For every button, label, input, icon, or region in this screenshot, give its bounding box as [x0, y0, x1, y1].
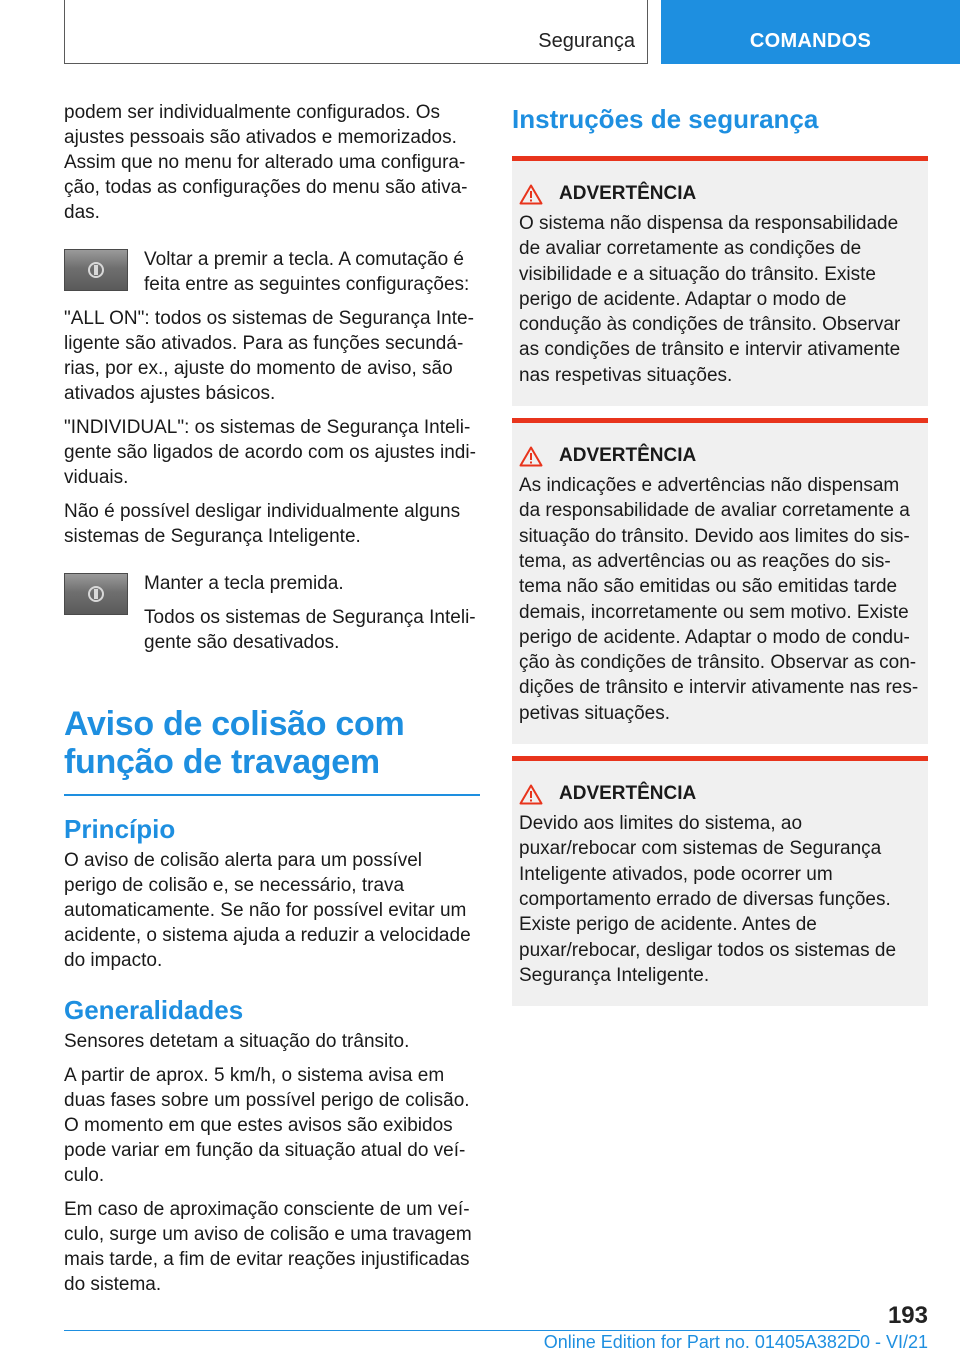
right-column [512, 100, 928, 1006]
warning-box [512, 756, 928, 1006]
warning-title-row [519, 445, 922, 467]
header-chapter-title: COMANDOS [749, 30, 872, 52]
button1-text: Voltar a premir a tecla. A comutação é feita entre as seguintes configurações: [144, 249, 470, 295]
left-column [64, 100, 480, 1306]
safety-instructions-heading: Instruções de segurança [512, 104, 819, 134]
page-number: 193 [887, 1302, 928, 1329]
footer-edition: Online Edition for Part no. 01405A382D0 - VI/21 [543, 1332, 928, 1352]
warning-box [512, 418, 928, 744]
warning-triangle-icon [519, 184, 543, 205]
button-instruction-2 [64, 571, 480, 655]
safety-button-image [64, 249, 128, 291]
footer-rule [64, 1330, 860, 1331]
warning-title: ADVERTÊNCIA [559, 183, 697, 204]
safety-button-image [64, 573, 128, 615]
principle-paragraph: O aviso de colisão alerta para um possível perigo de colisão e, se necessário, trava automaticamente. Se não for possível evitar um acidente, o sistema ajuda a reduzir a velocidade do impacto. [64, 850, 471, 971]
button2-line1: Manter a tecla premida. [144, 573, 344, 594]
warning-text: As indicações e advertências não dispensam da responsabilidade de avaliar corretamente a situação do trânsito. Devido aos limites do sistema, as advertências ou as reações do sistema não são emitidas ou são emitidas tarde demais, incorretamente ou sem motivo. Existe perigo de acidente. Adaptar o modo de condução às condições de trânsito. Observar as condições de trânsito e intervir ativamente nas respetivas situações. [519, 475, 919, 724]
header-section-box [64, 0, 648, 64]
heading-rule [64, 794, 480, 796]
header-chapter-tab [661, 0, 960, 64]
warning-triangle-icon [519, 446, 543, 467]
principle-heading: Princípio [64, 814, 176, 844]
warning-text: Devido aos limites do sistema, ao puxar/rebocar com sistemas de Segurança Inteligente ativados, pode ocorrer um comportamento errado de diversas funções. Existe perigo de acidente. Antes de puxar/rebocar, desligar todos os sistemas de Segurança Inteligente. [519, 813, 897, 986]
warning-title: ADVERTÊNCIA [559, 783, 697, 805]
warning-title-row [519, 783, 922, 805]
general-paragraph-1: Sensores detetam a situação do trânsito. [64, 1031, 410, 1052]
warning-box [512, 156, 928, 406]
individual-paragraph: "INDIVIDUAL": os sistemas de Segurança Inteligente são ligados de acordo com os ajustes individuais. [64, 417, 476, 488]
safety-button-icon [88, 262, 104, 278]
warning-title-row [519, 183, 922, 205]
section-heading: Aviso de colisão com função de travagem [64, 705, 405, 781]
all-on-paragraph: "ALL ON": todos os sistemas de Segurança Inteligente são ativados. Para as funções secundárias, por ex., ajuste do momento de aviso, são ativados ajustes básicos. [64, 308, 474, 404]
not-possible-paragraph: Não é possível desligar individualmente alguns sistemas de Segurança Inteligente. [64, 501, 461, 547]
warning-triangle-icon [519, 784, 543, 805]
safety-button-icon [88, 586, 104, 602]
general-paragraph-3: Em caso de aproximação consciente de um veículo, surge um aviso de colisão e uma travagem mais tarde, a fim de evitar reações injustificadas do sistema. [64, 1199, 472, 1295]
button-instruction-1 [64, 247, 480, 297]
intro-paragraph: podem ser individualmente configurados. Os ajustes pessoais são ativados e memorizados. Assim que no menu for alterado uma configuração, todas as configurações do menu são ativadas. [64, 102, 468, 223]
warning-text: O sistema não dispensa da responsabilidade de avaliar corretamente as condições de visibilidade e a situação do trânsito. Existe perigo de acidente. Adaptar o modo de condução às condições de trânsito. Observar as condições de trânsito e intervir ativamente nas respetivas situações. [519, 213, 901, 386]
warning-title: ADVERTÊNCIA [559, 445, 697, 467]
button2-line2: Todos os sistemas de Segurança Inteligente são desativados. [144, 607, 476, 653]
general-paragraph-2: A partir de aprox. 5 km/h, o sistema avisa em duas fases sobre um possível perigo de colisão. O momento em que estes avisos são exibidos pode variar em função da situação atual do veículo. [64, 1065, 470, 1186]
header-section-title: Segurança [538, 30, 635, 52]
general-heading: Generalidades [64, 995, 244, 1025]
